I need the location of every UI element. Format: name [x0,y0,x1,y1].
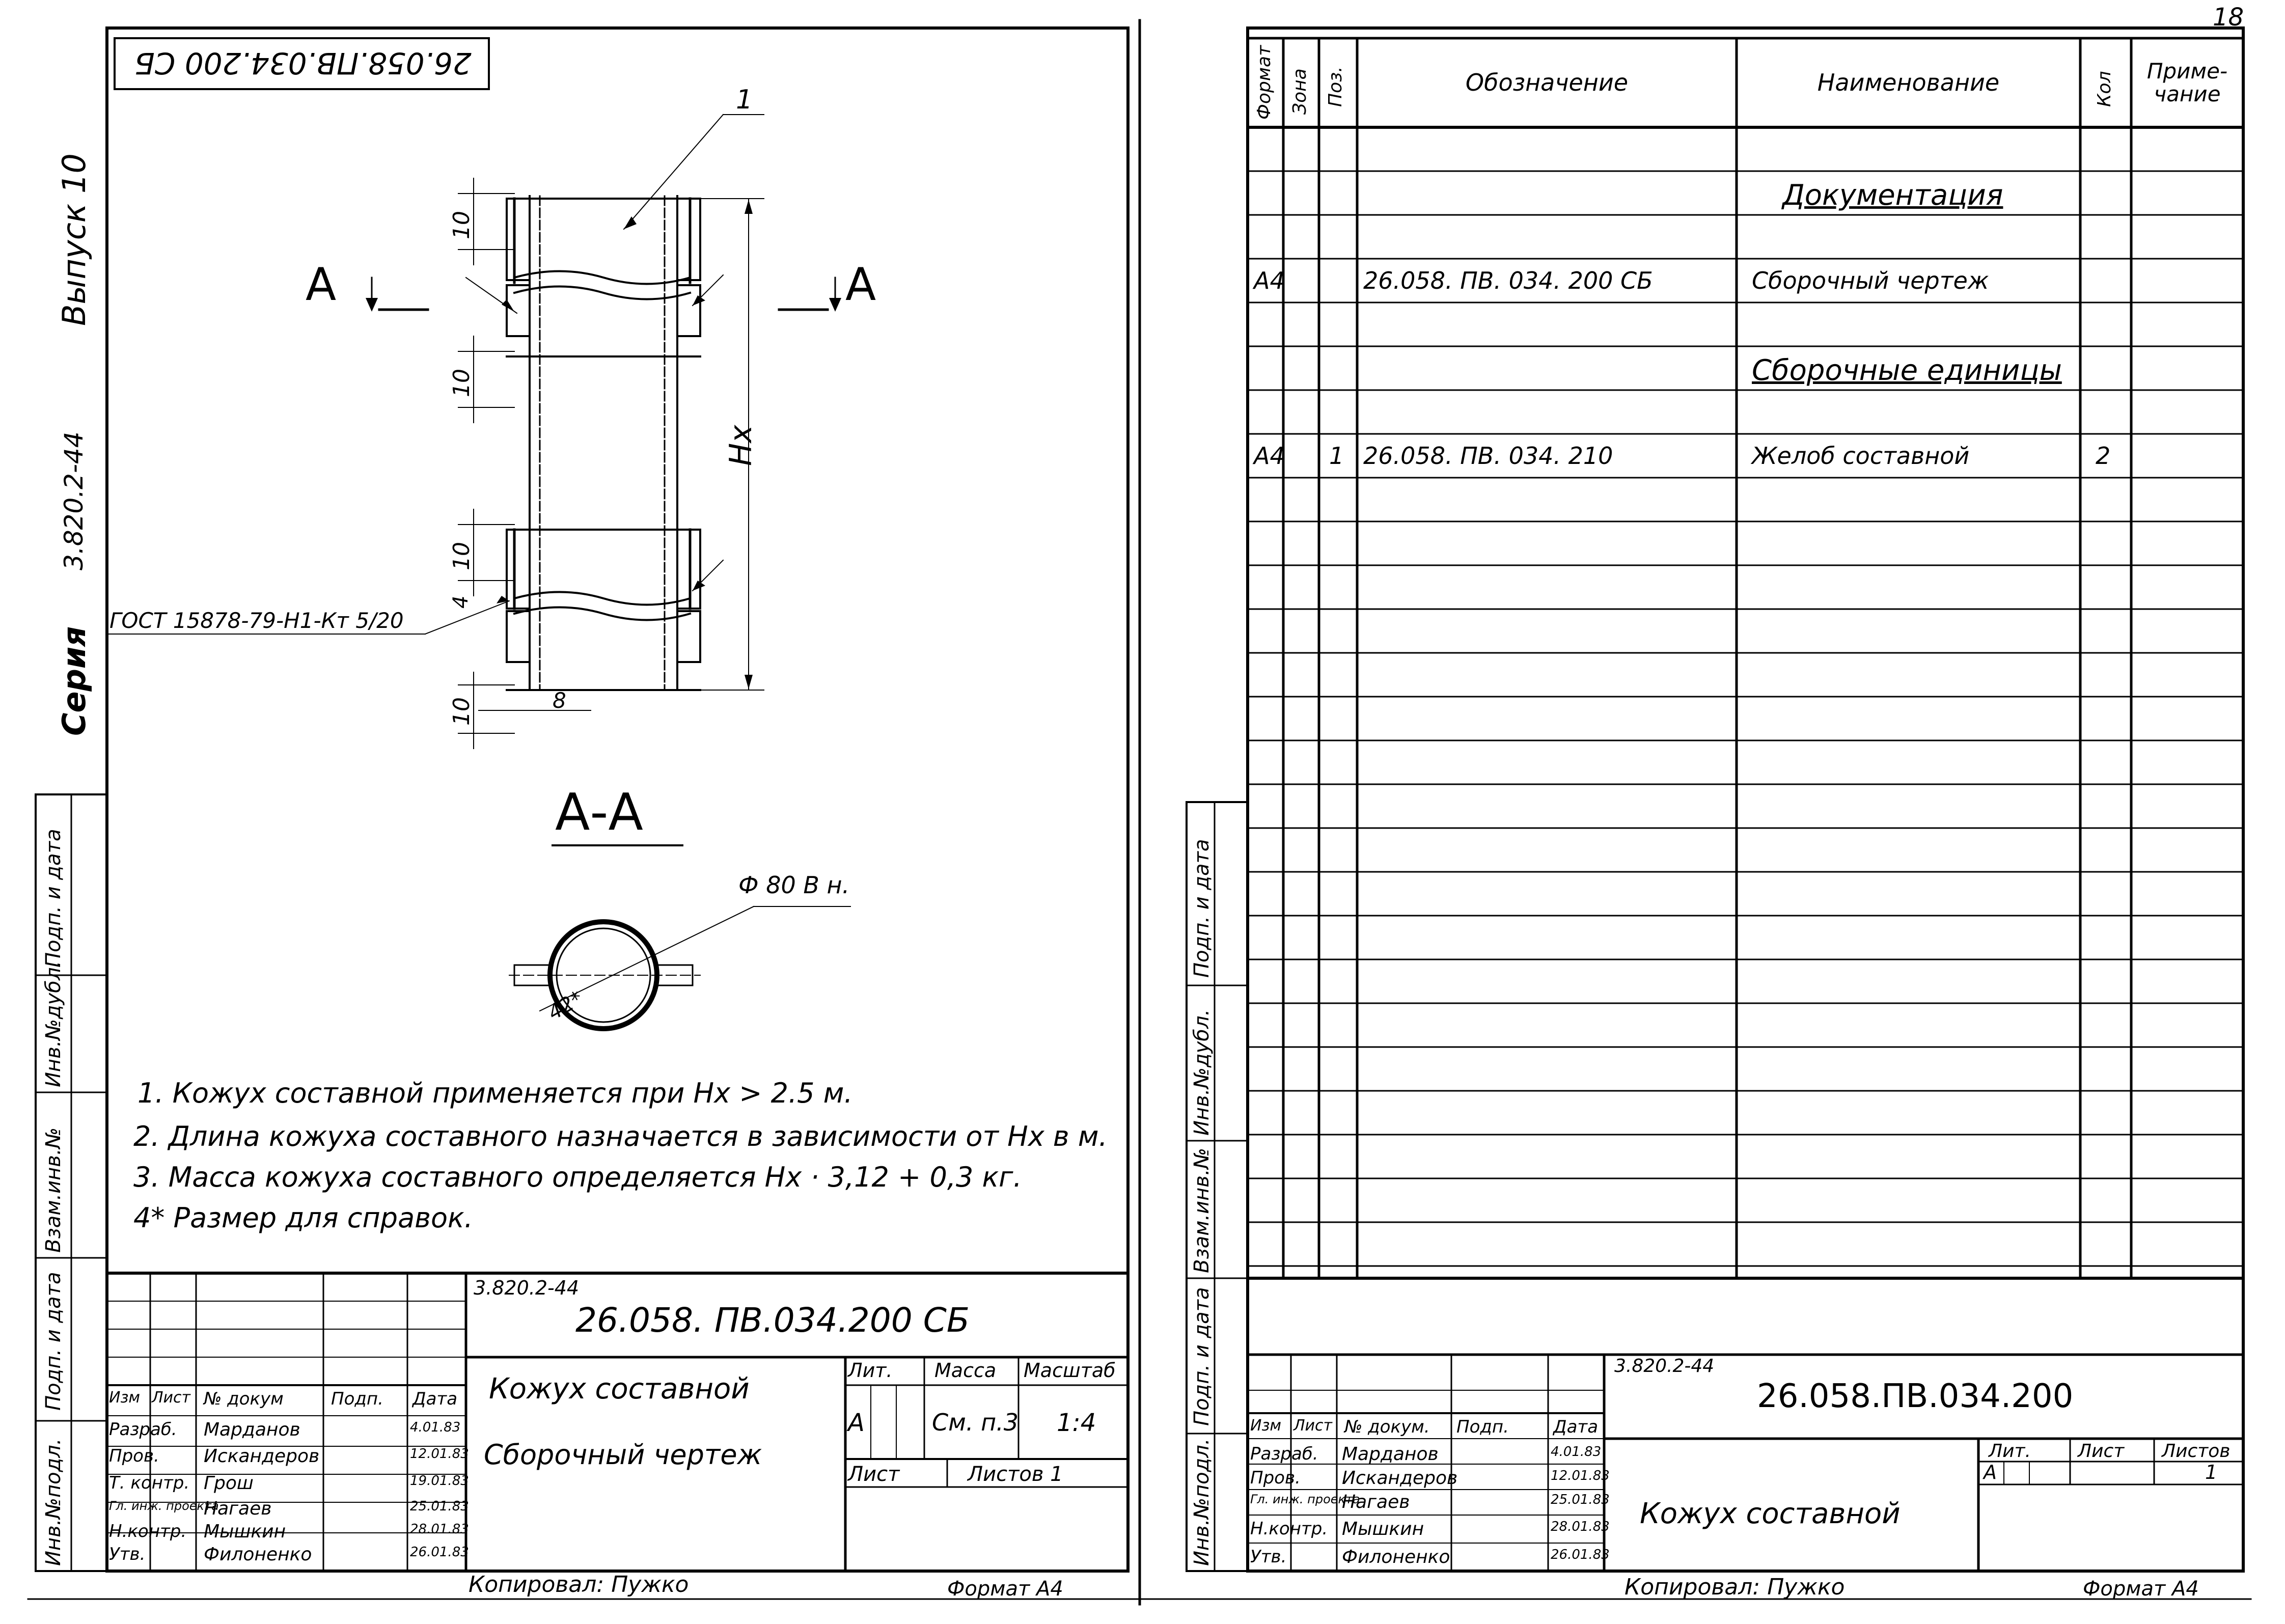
spec-cell-format: А4 [1254,267,1285,294]
r-tb-h-izm: Изм [1250,1417,1282,1435]
dim-8: 8 [553,688,566,713]
r-tb-sheets-label: Листов [2162,1441,2231,1462]
spec-h-designation: Обозначение [1465,69,1629,97]
tb-row-date: 25.01.83 [410,1499,469,1514]
tb-lit-value: А [848,1409,865,1437]
spec-cell-designation: 26.058. ПВ. 034. 210 [1363,442,1613,470]
spec-cell-designation: 26.058. ПВ. 034. 200 СБ [1363,267,1653,294]
tb-h-doc: № докум [204,1389,284,1409]
tb-row-date: 28.01.83 [410,1522,469,1537]
side-stamp-vzam-inv: Взам.инв.№ [42,1127,65,1253]
spec-cell-name: Документация [1782,179,2003,212]
tb-row-role: Н.контр. [109,1521,187,1542]
r-tb-series-small: 3.820.2-44 [1614,1356,1715,1377]
tb-designation: 26.058. ПВ.034.200 СБ [575,1301,970,1340]
side-stamp-podp-data-1: Подп. и дата [42,1272,65,1411]
r-side-stamp-inv-dubl: Инв.№дубл. [1190,1009,1214,1136]
tb-scale-label: Масштаб [1024,1359,1116,1382]
tb-h-list: Лист [152,1389,191,1407]
tb-sheet-label: Лист [848,1463,900,1486]
r-tb-row-name: Искандеров [1342,1468,1458,1489]
spec-cell-qty: 2 [2096,442,2111,470]
tb-lit-label: Лит. [848,1359,893,1382]
note-4: 4* Размер для справок. [133,1202,473,1234]
page-number: 18 [2213,3,2244,32]
tb-row-date: 19.01.83 [410,1473,469,1489]
r-side-stamp-podp-data-1: Подп. и дата [1190,1287,1214,1426]
tb-scale-value: 1:4 [1057,1409,1096,1437]
spec-h-qty: Кол [2094,71,2115,107]
spec-cell-format: А4 [1254,442,1285,470]
r-footer-copied: Копировал: Пужко [1625,1574,1845,1600]
note-1: 1. Кожух составной применяется при Hx > 2.5 м. [137,1077,853,1109]
spec-h-zone: Зона [1289,68,1310,115]
r-tb-row-name: Нагаев [1342,1492,1410,1512]
tb-row-role: Разраб. [109,1419,177,1440]
section-marker-left: А [306,258,337,311]
tb-row-name: Марданов [204,1419,300,1440]
r-tb-row-date: 25.01.83 [1551,1492,1610,1507]
r-side-stamp-podp-data-2: Подп. и дата [1190,839,1214,978]
margin-series-label: Серия [56,626,93,736]
tb-h-izm: Изм [109,1389,141,1407]
r-tb-row-name: Марданов [1342,1444,1439,1465]
tb-row-date: 12.01.83 [410,1446,469,1462]
tb-row-role: Пров. [109,1446,159,1466]
leader-label-1: 1 [736,85,753,115]
tb-row-name: Грош [204,1473,254,1494]
r-tb-row-date: 4.01.83 [1551,1444,1602,1460]
spec-cell-name: Сборочные единицы [1752,354,2062,387]
section-title: А-А [555,782,643,842]
dim-4-star: 4 [449,595,473,609]
r-tb-row-name: Мышкин [1342,1519,1424,1539]
spec-h-note: Приме-чание [2146,59,2228,106]
tb-row-role: Утв. [109,1544,146,1564]
r-tb-row-role: Утв. [1250,1547,1287,1567]
r-tb-h-list: Лист [1293,1417,1333,1435]
tb-name-2: Сборочный чертеж [484,1439,762,1471]
r-tb-row-role: Гл. инж. проекта [1250,1492,1360,1506]
tb-row-name: Нагаев [204,1498,272,1519]
r-tb-row-role: Разраб. [1250,1444,1318,1464]
tb-sheets-label: Листов 1 [968,1463,1063,1486]
footer-copied: Копировал: Пужко [469,1572,689,1598]
spec-cell-pos: 1 [1329,442,1344,470]
spec-h-format: Формат [1254,45,1275,120]
tb-row-name: Филоненко [204,1544,312,1565]
margin-series-code: 3.820.2-44 [59,431,89,570]
r-tb-lit-value: А [1984,1461,1997,1483]
angle-dimension: 42* [544,986,587,1025]
tb-h-podp: Подп. [331,1389,383,1409]
tb-name-1: Кожух составной [489,1372,750,1406]
r-side-stamp-vzam-inv: Взам.инв.№ [1190,1147,1214,1273]
side-stamp-podp-data-2: Подп. и дата [42,829,65,968]
r-tb-h-data: Дата [1553,1417,1599,1437]
r-tb-h-doc: № докум. [1344,1417,1430,1437]
note-3: 3. Масса кожуха составного определяется Hx · 3,12 + 0,3 кг. [133,1161,1022,1193]
dim-10-b: 10 [449,369,475,397]
spec-cell-name: Сборочный чертеж [1752,267,1989,294]
r-tb-sheet-label: Лист [2078,1441,2125,1462]
dim-hx: Hx [723,425,759,466]
tb-series-small: 3.820.2-44 [474,1277,580,1299]
r-side-stamp-inv-podl: Инв.№подл. [1190,1438,1214,1566]
r-footer-format: Формат А4 [2083,1577,2199,1601]
tb-row-date: 26.01.83 [410,1545,469,1560]
r-tb-row-date: 26.01.83 [1551,1547,1610,1562]
r-tb-row-role: Н.контр. [1250,1519,1328,1539]
r-tb-row-date: 12.01.83 [1551,1468,1610,1483]
tb-mass-label: Масса [934,1359,997,1382]
tb-row-role: Гл. инж. проекта [109,1499,219,1513]
side-stamp-inv-dubl: Инв.№дубл. [42,960,65,1087]
tb-row-name: Искандеров [204,1446,320,1467]
gost-label: ГОСТ 15878-79-Н1-Кт 5/20 [109,608,404,633]
r-tb-sheets-value: 1 [2205,1461,2218,1483]
r-tb-row-date: 28.01.83 [1551,1519,1610,1534]
dim-10-a: 10 [449,211,475,239]
spec-cell-name: Желоб составной [1752,442,1970,470]
footer-format: Формат А4 [947,1577,1063,1601]
tb-row-role: Т. контр. [109,1473,190,1493]
dim-10-d: 10 [449,697,475,726]
r-tb-h-podp: Подп. [1456,1417,1509,1437]
r-tb-lit-label: Лит. [1989,1441,2031,1462]
tb-row-date: 4.01.83 [410,1420,461,1435]
r-tb-row-role: Пров. [1250,1468,1301,1488]
side-stamp-inv-podl: Инв.№подл. [42,1438,65,1566]
tb-row-name: Мышкин [204,1521,286,1542]
dim-10-c: 10 [449,542,475,570]
r-tb-row-name: Филоненко [1342,1547,1450,1567]
r-tb-name: Кожух составной [1640,1497,1901,1530]
spec-h-pos: Поз. [1325,66,1346,107]
spec-h-name: Наименование [1817,69,2000,97]
r-tb-designation: 26.058.ПВ.034.200 [1757,1378,2074,1415]
rotated-designation-stamp: 26.058.ПВ.034.200 СБ [134,46,472,80]
tb-mass-value: См. п.3 [932,1409,1019,1436]
note-2: 2. Длина кожуха составного назначается в зависимости от Hx в м. [133,1120,1108,1152]
tb-h-data: Дата [412,1389,458,1409]
margin-issue: Выпуск 10 [56,153,93,326]
section-marker-right: А [845,258,876,311]
diameter-label: Ф 80 В н. [738,871,850,899]
